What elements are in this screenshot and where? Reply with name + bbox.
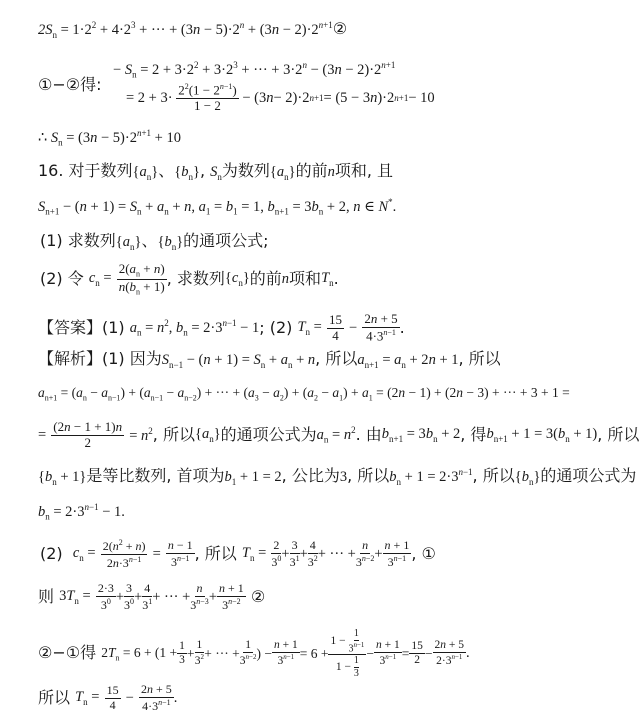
analysis-part2: (2) $c_n$ = $\frac{2(n^2 + n)}{2n\cdot 3^{n-1}}$ = $\frac{n - 1}{3^{n-1}}$ , 所以 $T_n$ = $\frac{2}{3^0}$ + $\frac{3}{3^1}$ + $\frac{4}{3^2}$ + ··· + $\frac{n}{3^{n-2}}$ + $\frac{n + 1}{3^{n-1}}$ , ①: [40, 538, 436, 570]
problem-16: 16. 对于数列$\{a_n\}$、$\{b_n\}$, $S_n$为数列$\{a_n\}$的前n项和, 且: [38, 161, 394, 182]
eq-sum-result: = 2 + 3· $2^2(1 - 2^{n-1})$ 1 − 2 − (3 n − 2)·2 n+1 = (5 − 3 n )·2 n+1 − 10: [126, 82, 435, 114]
analysis-line-2: $a_{n+1} = (a_n - a_{n-1}) + (a_{n-1} - a_{n-2})$ + ··· + $(a_3 - a_2) + (a_2 - a_1) + a_1 = (2n - 1) + (2n - 3)$ + ··· + 3 + 1 =: [38, 385, 570, 403]
analysis-3tn: 则 $3T_n$ = $\frac{2\cdot 3}{3^0}$ + $\frac{3}{3^0}$ + $\frac{4}{3^1}$ + ··· + $\frac{n}{3^{n-3}}$ + $\frac{n + 1}{3^{n-2}}$ ②: [38, 581, 266, 612]
analysis-line-1: 【解析】(1) 因为$S_{n-1} - (n + 1) = S_n + a_n + n$, 所以$a_{n+1} = a_n + 2n + 1$, 所以: [38, 349, 501, 370]
eq-neg-sn: − $S_n = 2 + 3\cdot 2^2 + 3\cdot 2^3$ + ··· + $3\cdot 2^n - (3n - 2)\cdot 2^{n+1}$: [113, 60, 396, 80]
analysis-2tn: ②−①得 $2T_n = 6 + (1$ + $\frac{1}{3}$ + $\frac{1}{3^2}$ + ··· + $\frac{1}{3^{n-2}}$ ) − $\frac{n + 1}{3^{n-1}}$ = 6 + 1 − 1 $3^{n-1}$ 1 − 1 3 − $\frac{n + 1}{3^{n-1}}$ = $\frac{15}{2}$ − $\frac{2n + 5}{2\cdot 3^{n-1}}$ .: [38, 628, 470, 679]
question-2: (2) 令 $c_n$ = $\frac{2(a_n + n)}{n(b_n + 1)}$ , 求数列 $\{c_n\}$ 的前 n 项和 $T_n$ .: [40, 261, 339, 297]
answer-line: 【答案】(1) $a_n = n^2$, $b_n = 2\cdot 3^{n-1} - 1$ ; (2) $T_n$ = $\frac{15}{4}$ − $\frac{2n + 5}{4\cdot 3^{n-1}}$ .: [38, 311, 405, 344]
analysis-line-3: = $\frac{(2n - 1 + 1)n}{2}$ = $n^2$ , 所以 $\{a_n\}$ 的通项公式为 $a_n = n^2$ . 由 $b_{n+1} = 3b_n + 2$ , 得 $b_{n+1} + 1 = 3(b_n + 1)$ , 所以: [38, 419, 640, 450]
analysis-line-5: $b_n = 2\cdot 3^{n-1} - 1$.: [38, 502, 125, 522]
subtract-label: ①−②得:: [38, 75, 102, 94]
question-1: (1) 求数列$\{a_n\}$、$\{b_n\}$的通项公式;: [40, 231, 269, 252]
eq-sn-final: ∴ $S_n = (3n - 5)\cdot 2^{n+1} + 10$: [38, 128, 181, 148]
eq-2sn: $2S_n = 1\cdot 2^2 + 4\cdot 2^3$ + ··· + $(3n - 5)\cdot 2^n + (3n$ − $2)\cdot 2^{n+1}②$: [38, 19, 348, 40]
problem-16-condition: $S_{n+1} - (n + 1) = S_n + a_n + n$, $a_1 = b_1 = 1$, $b_{n+1} = 3b_n + 2$, n ∈ N*.: [38, 197, 397, 217]
analysis-final: 所以 $T_n$ = $\frac{15}{4}$ − $\frac{2n + 5}{4\cdot 3^{n-1}}$ .: [38, 682, 178, 713]
analysis-line-4: $\{b_n + 1\}$是等比数列, 首项为$b_1 + 1 = 2$, 公比为3, 所以$b_n + 1 = 2\cdot 3^{n-1}$, 所以$\{b_n\}$的通项公式为: [38, 466, 637, 487]
